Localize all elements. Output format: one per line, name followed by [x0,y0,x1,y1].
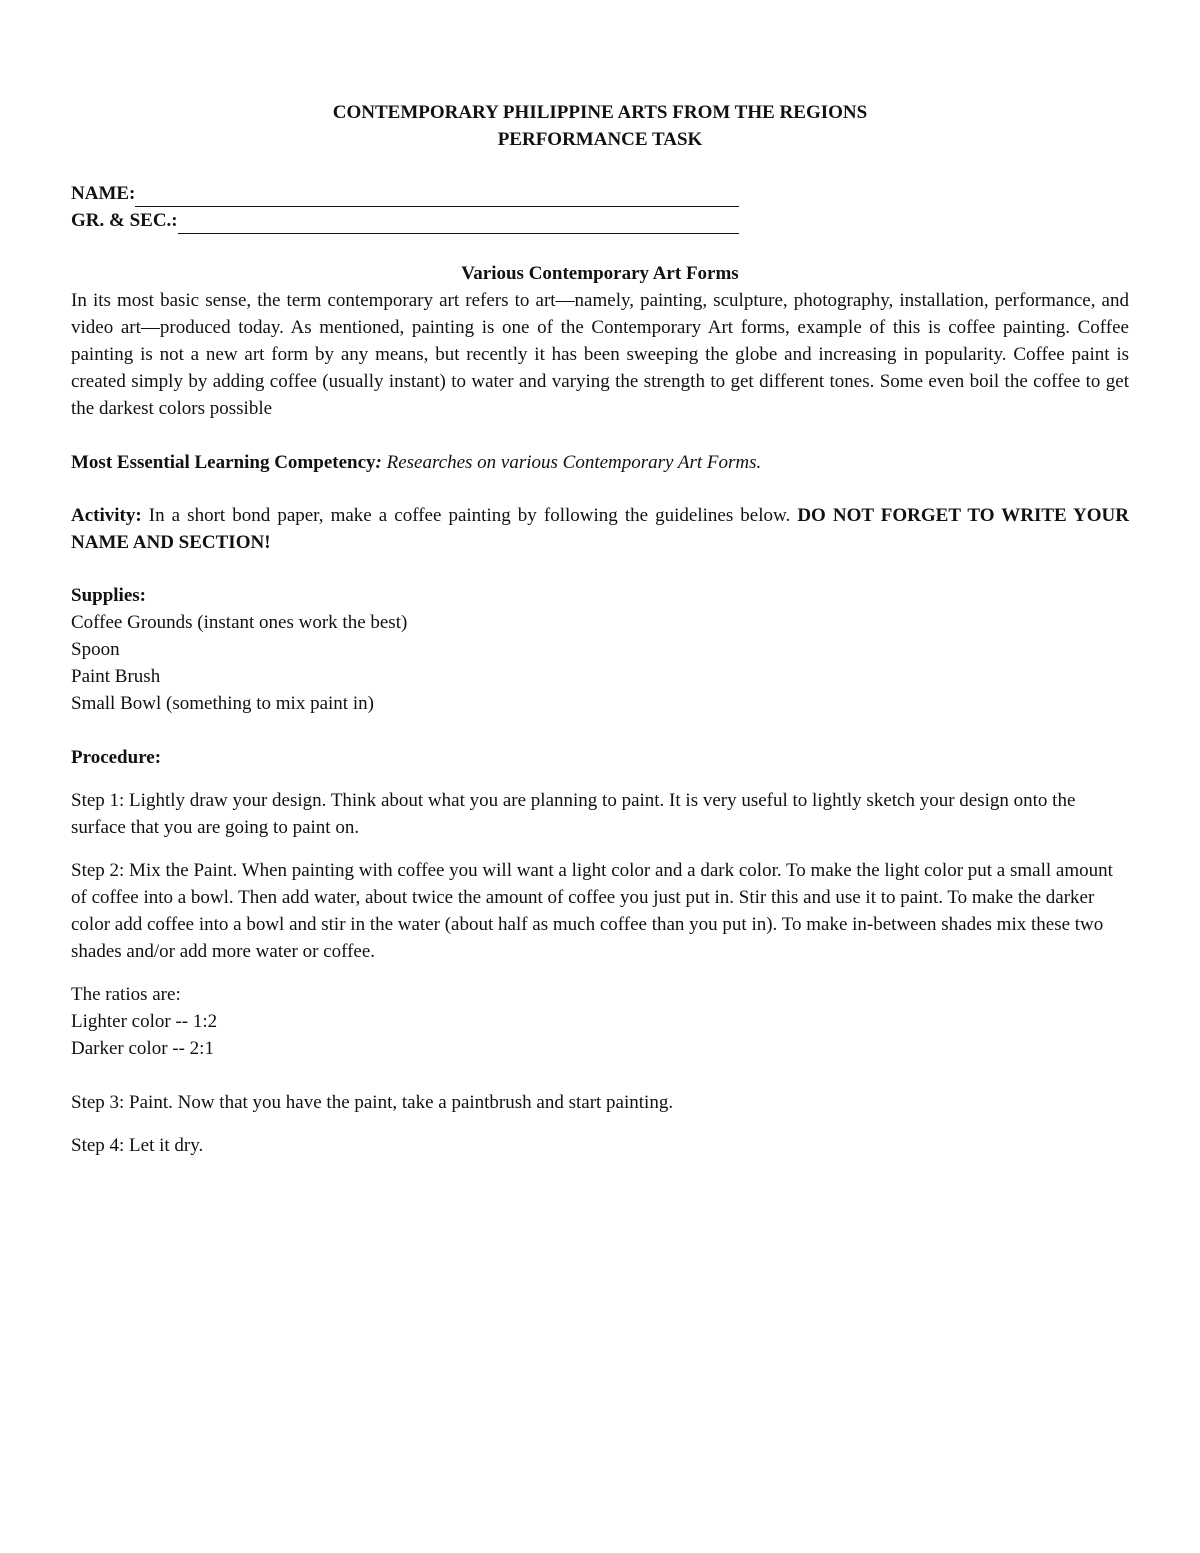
document-title-line-1: CONTEMPORARY PHILIPPINE ARTS FROM THE REGIONS [332,102,868,123]
supply-item: Spoon [71,639,120,660]
supplies-heading: Supplies: [71,585,146,606]
procedure-step-1: Step 1: Lightly draw your design. Think about what you are planning to paint. It is very useful to lightly sketch your design onto the surface that you are going to paint on. [71,790,1076,838]
ratio-darker: Darker color -- 2:1 [71,1038,214,1059]
supply-item: Paint Brush [71,666,161,687]
procedure-step-2: Step 2: Mix the Paint. When painting with coffee you will want a light color and a dark color. To make the light color put a small amount of coffee into a bowl. Then add water, about twice the amount of coffee you just put in. Stir this and use it to paint. To make the darker color add coffee into a bowl and stir in the water (about half as much coffee than you put in). To make in-between shades mix these two shades and/or add more water or coffee. [71,860,1113,962]
intro-paragraph: In its most basic sense, the term contemporary art refers to art—namely, painting, sculpture, photography, installation, performance, and video art—produced today. As mentioned, painting is one of the Contemporary Art forms, example of this is coffee painting. Coffee painting is not a new art form by any means, but recently it has been sweeping the globe and increasing in popularity. Coffee paint is created simply by adding coffee (usually instant) to water and varying the strength to get different tones. Some even boil the coffee to get the darkest colors possible [71,290,1129,419]
activity-text: In a short bond paper, make a coffee painting by following the guidelines below. [141,505,798,526]
procedure-step-4: Step 4: Let it dry. [71,1135,204,1156]
name-label: NAME: [71,183,136,204]
name-field[interactable] [71,180,1129,207]
competency-colon: : [375,452,382,473]
procedure-step-3: Step 3: Paint. Now that you have the paint, take a paintbrush and start painting. [71,1092,674,1113]
section-blank-line[interactable] [178,213,739,234]
competency-text: Researches on various Contemporary Art Forms. [381,452,762,473]
intro-heading: Various Contemporary Art Forms [461,263,739,284]
supply-item: Coffee Grounds (instant ones work the best) [71,612,408,633]
ratios-label: The ratios are: [71,984,181,1005]
supply-item: Small Bowl (something to mix paint in) [71,693,374,714]
activity-paragraph [71,502,1129,556]
document-title-line-2: PERFORMANCE TASK [497,129,703,150]
activity-label: Activity: [71,505,142,526]
section-field[interactable] [71,207,1129,234]
name-blank-line[interactable] [135,186,739,207]
competency-label: Most Essential Learning Competency [71,452,376,473]
procedure-heading: Procedure: [71,747,162,768]
competency-paragraph [71,449,1129,476]
ratio-lighter: Lighter color -- 1:2 [71,1011,218,1032]
document-page [71,99,1129,1159]
section-label: GR. & SEC.: [71,210,178,231]
activity-emphasis: DO NOT FORGET TO WRITE YOUR NAME AND SECTION! [71,505,1130,553]
